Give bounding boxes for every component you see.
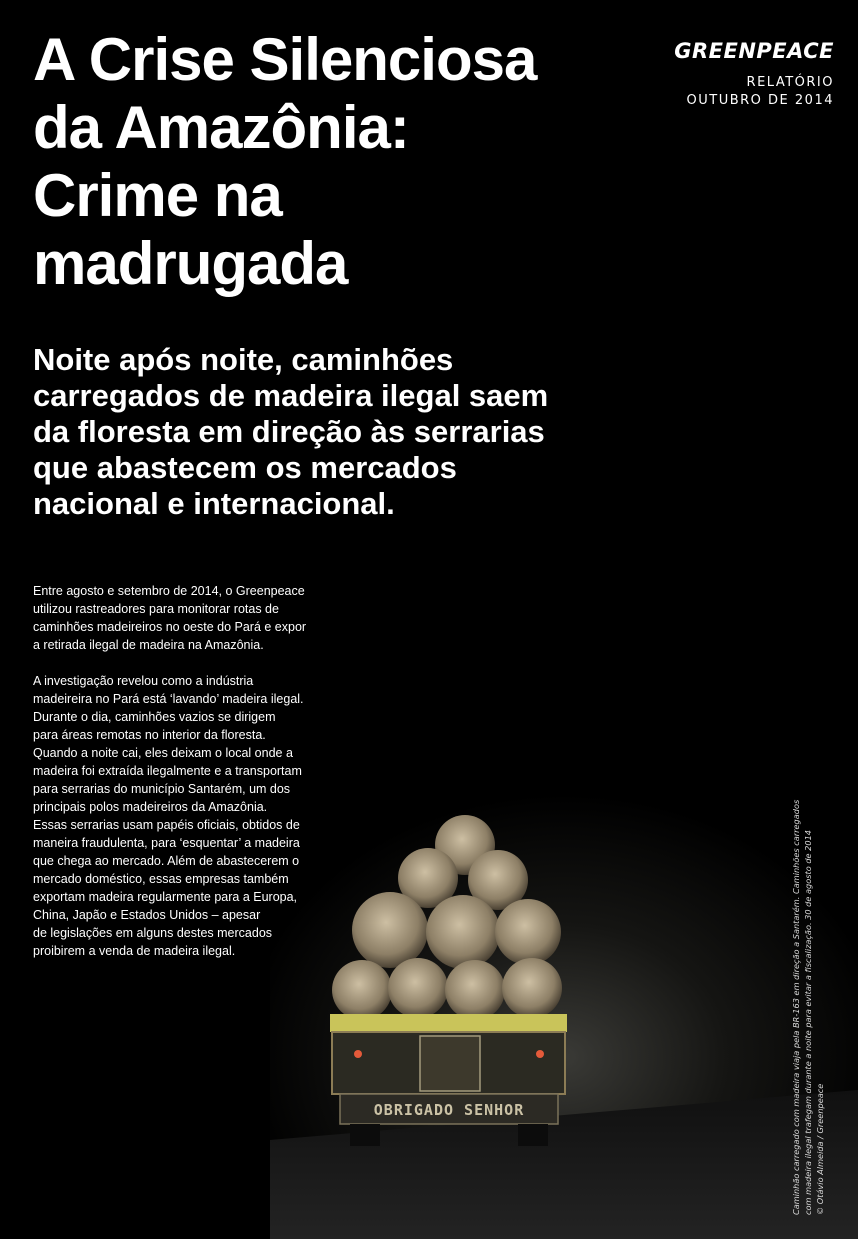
- body-line: principais polos madeireiros da Amazônia.: [33, 800, 268, 814]
- subtitle-line: Noite após noite, caminhões: [33, 342, 454, 377]
- body-line: Essas serrarias usam papéis oficiais, obtidos de: [33, 818, 300, 832]
- body-line: para áreas remotas no interior da floresta.: [33, 728, 266, 742]
- truck-photo: [270, 760, 858, 1239]
- body-line: mercado doméstico, essas empresas também: [33, 872, 289, 886]
- truck-sign-text: OBRIGADO SENHOR: [373, 1101, 525, 1119]
- body-line: Durante o dia, caminhões vazios se dirigem: [33, 710, 276, 724]
- subtitle: [33, 342, 623, 522]
- body-text: [33, 582, 333, 960]
- caption-line: © Otávio Almeida / Greenpeace: [815, 1083, 825, 1215]
- caption-line: Caminhão carregado com madeira viaja pela BR-163 em direção a Santarém. Caminhões carregados: [791, 799, 801, 1215]
- body-line: caminhões madeireiros no oeste do Pará e expor: [33, 620, 307, 634]
- title-line: Crime na: [33, 162, 282, 229]
- photo-caption: [790, 755, 826, 1215]
- greenpeace-logo: GREENPEACE: [674, 39, 834, 63]
- body-line: madeira foi extraída ilegalmente e a transportam: [33, 764, 302, 778]
- body-line: A investigação revelou como a indústria: [33, 674, 254, 688]
- masthead: [674, 38, 834, 110]
- body-line: maneira fraudulenta, para ‘esquentar’ a madeira: [33, 836, 300, 850]
- body-line: para serrarias do município Santarém, um dos: [33, 782, 291, 796]
- subtitle-line: nacional e internacional.: [33, 486, 395, 521]
- body-line: Entre agosto e setembro de 2014, o Greenpeace: [33, 584, 305, 598]
- report-label: RELATÓRIO: [746, 75, 834, 90]
- body-line: proibirem a venda de madeira ilegal.: [33, 944, 236, 958]
- subtitle-line: da floresta em direção às serrarias: [33, 414, 545, 449]
- body-line: exportam madeira regularmente para a Europa,: [33, 890, 298, 904]
- body-line: a retirada ilegal de madeira na Amazônia.: [33, 638, 264, 652]
- body-line: de legislações em alguns destes mercados: [33, 926, 273, 940]
- paragraph-intro: [33, 582, 333, 654]
- title-line: A Crise Silenciosa: [33, 26, 537, 93]
- title-line: madrugada: [33, 230, 348, 297]
- paragraph-spacer: [33, 654, 333, 672]
- paragraph-investigation: [33, 672, 333, 960]
- page-title: [33, 26, 623, 298]
- report-date: OUTUBRO DE 2014: [686, 93, 834, 108]
- body-line: China, Japão e Estados Unidos – apesar: [33, 908, 261, 922]
- title-line: da Amazônia:: [33, 94, 409, 161]
- body-line: madeireira no Pará está ‘lavando’ madeira ilegal.: [33, 692, 304, 706]
- subtitle-line: carregados de madeira ilegal saem: [33, 378, 549, 413]
- body-line: Quando a noite cai, eles deixam o local onde a: [33, 746, 293, 760]
- body-line: utilizou rastreadores para monitorar rotas de: [33, 602, 279, 616]
- caption-line: com madeira ilegal trafegam durante a noite para evitar a fiscalização. 30 de agosto de 2014: [803, 829, 813, 1215]
- body-line: que chega ao mercado. Além de abastecerem o: [33, 854, 300, 868]
- subtitle-line: que abastecem os mercados: [33, 450, 457, 485]
